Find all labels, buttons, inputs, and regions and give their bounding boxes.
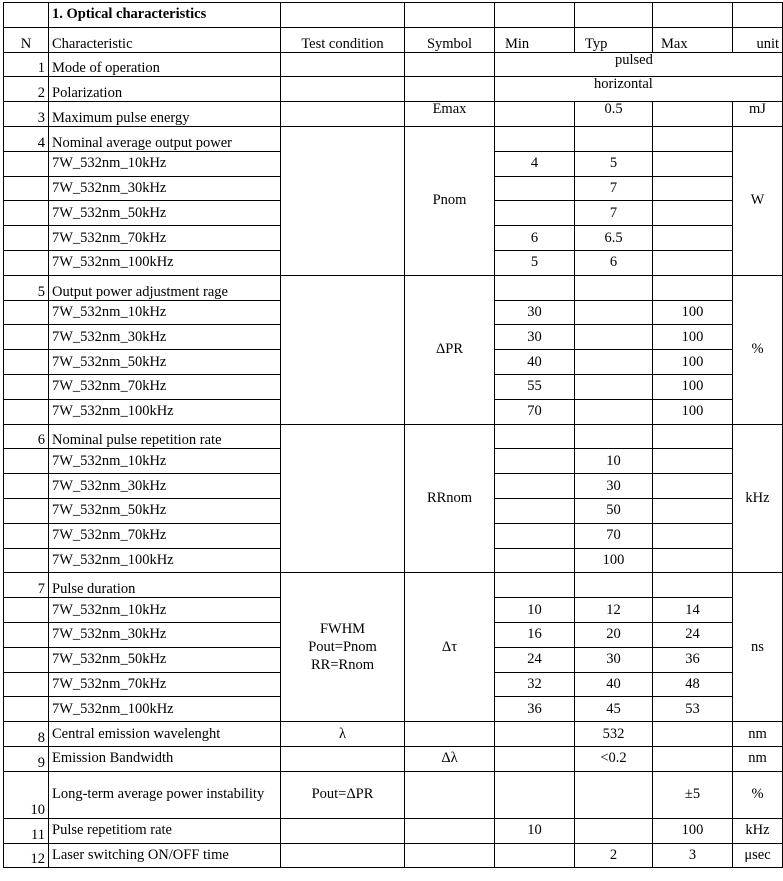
row-number: 6 bbox=[4, 424, 49, 449]
model-name: 7W_532nm_50kHz bbox=[49, 647, 281, 672]
min-cell: 30 bbox=[495, 325, 575, 350]
empty-cell bbox=[575, 126, 653, 151]
empty-cell bbox=[281, 102, 405, 127]
model-name: 7W_532nm_10kHz bbox=[49, 598, 281, 623]
empty-cell bbox=[281, 126, 405, 275]
typ-cell: <0.2 bbox=[575, 746, 653, 771]
model-name: 7W_532nm_10kHz bbox=[49, 300, 281, 325]
unit-cell: ns bbox=[733, 573, 783, 722]
min-cell: 24 bbox=[495, 647, 575, 672]
row-number: 12 bbox=[4, 843, 49, 868]
max-cell bbox=[653, 151, 733, 176]
empty-cell bbox=[575, 424, 653, 449]
max-cell bbox=[653, 548, 733, 573]
max-cell: 100 bbox=[653, 399, 733, 424]
row-number: 10 bbox=[4, 771, 49, 818]
max-cell: 53 bbox=[653, 697, 733, 722]
row-number: 4 bbox=[4, 126, 49, 151]
characteristic-name: Central emission wavelenght bbox=[49, 722, 281, 747]
min-cell: 36 bbox=[495, 697, 575, 722]
empty-cell bbox=[575, 275, 653, 300]
empty-cell bbox=[653, 275, 733, 300]
empty-cell bbox=[653, 102, 733, 127]
unit-cell: μsec bbox=[733, 843, 783, 868]
empty-cell bbox=[653, 3, 733, 28]
empty-cell bbox=[405, 722, 495, 747]
optical-characteristics-table bbox=[3, 2, 783, 868]
min-cell: 16 bbox=[495, 622, 575, 647]
symbol-cell: RRnom bbox=[405, 424, 495, 573]
min-cell bbox=[495, 548, 575, 573]
empty-cell bbox=[281, 3, 405, 28]
empty-cell bbox=[495, 424, 575, 449]
min-cell: 10 bbox=[495, 818, 575, 843]
empty-cell bbox=[281, 746, 405, 771]
empty-cell bbox=[281, 275, 405, 424]
max-cell: 3 bbox=[653, 843, 733, 868]
table-row bbox=[4, 722, 783, 747]
empty-cell bbox=[653, 722, 733, 747]
characteristic-name: Nominal pulse repetition rate bbox=[49, 424, 281, 449]
min-cell: 55 bbox=[495, 374, 575, 399]
model-name: 7W_532nm_50kHz bbox=[49, 201, 281, 226]
empty-cell bbox=[653, 126, 733, 151]
header-characteristic: Characteristic bbox=[49, 27, 281, 52]
max-cell bbox=[653, 176, 733, 201]
symbol-cell: ΔPR bbox=[405, 275, 495, 424]
row-number: 5 bbox=[4, 275, 49, 300]
typ-cell: 6 bbox=[575, 250, 653, 275]
test-condition-cell bbox=[281, 573, 405, 722]
typ-cell: 2 bbox=[575, 843, 653, 868]
symbol-cell: Emax bbox=[405, 102, 495, 127]
empty-cell bbox=[4, 201, 49, 226]
model-name: 7W_532nm_70kHz bbox=[49, 374, 281, 399]
max-cell: 48 bbox=[653, 672, 733, 697]
empty-cell bbox=[495, 746, 575, 771]
empty-cell bbox=[4, 474, 49, 499]
empty-cell bbox=[405, 77, 495, 102]
header-typ: Typ bbox=[575, 27, 653, 52]
row-number: 9 bbox=[4, 746, 49, 771]
empty-cell bbox=[4, 697, 49, 722]
empty-cell bbox=[575, 818, 653, 843]
table-row bbox=[4, 52, 783, 77]
typ-cell: 0.5 bbox=[575, 102, 653, 127]
min-cell: 4 bbox=[495, 151, 575, 176]
typ-cell: 45 bbox=[575, 697, 653, 722]
characteristic-name: Nominal average output power bbox=[49, 126, 281, 151]
min-cell: 40 bbox=[495, 350, 575, 375]
empty-cell bbox=[4, 350, 49, 375]
header-n: N bbox=[4, 27, 49, 52]
max-cell: ±5 bbox=[653, 771, 733, 818]
empty-cell bbox=[4, 374, 49, 399]
unit-cell: kHz bbox=[733, 424, 783, 573]
characteristic-name: Polarization bbox=[49, 77, 281, 102]
empty-cell bbox=[281, 843, 405, 868]
condition-line: RR=Rnom bbox=[311, 657, 374, 674]
empty-cell bbox=[495, 771, 575, 818]
empty-cell bbox=[405, 818, 495, 843]
table-row bbox=[4, 771, 783, 818]
unit-cell: % bbox=[733, 771, 783, 818]
empty-cell bbox=[495, 275, 575, 300]
unit-cell: mJ bbox=[733, 102, 783, 127]
empty-cell bbox=[281, 424, 405, 573]
empty-cell bbox=[405, 52, 495, 77]
empty-cell bbox=[4, 598, 49, 623]
model-name: 7W_532nm_50kHz bbox=[49, 498, 281, 523]
empty-cell bbox=[4, 300, 49, 325]
table-row bbox=[4, 573, 783, 598]
empty-cell bbox=[495, 843, 575, 868]
empty-cell bbox=[4, 226, 49, 251]
title-row bbox=[4, 3, 783, 28]
min-cell bbox=[495, 523, 575, 548]
min-cell bbox=[495, 449, 575, 474]
empty-cell bbox=[495, 3, 575, 28]
max-cell: 100 bbox=[653, 325, 733, 350]
table-row bbox=[4, 102, 783, 127]
model-name: 7W_532nm_70kHz bbox=[49, 672, 281, 697]
model-name: 7W_532nm_70kHz bbox=[49, 226, 281, 251]
empty-cell bbox=[4, 622, 49, 647]
mode-value: pulsed bbox=[495, 52, 783, 77]
section-title: 1. Optical characteristics bbox=[49, 3, 281, 28]
header-unit: unit bbox=[733, 27, 783, 52]
typ-cell: 100 bbox=[575, 548, 653, 573]
min-cell: 30 bbox=[495, 300, 575, 325]
max-cell: 36 bbox=[653, 647, 733, 672]
typ-cell: 30 bbox=[575, 474, 653, 499]
table-row bbox=[4, 843, 783, 868]
model-name: 7W_532nm_100kHz bbox=[49, 250, 281, 275]
min-cell: 32 bbox=[495, 672, 575, 697]
empty-cell bbox=[405, 843, 495, 868]
header-min: Min bbox=[495, 27, 575, 52]
characteristic-name: Emission Bandwidth bbox=[49, 746, 281, 771]
max-cell: 24 bbox=[653, 622, 733, 647]
empty-cell bbox=[653, 746, 733, 771]
test-condition-cell: Pout=ΔPR bbox=[281, 771, 405, 818]
polarization-value: horizontal bbox=[495, 77, 783, 102]
symbol-cell: Δτ bbox=[405, 573, 495, 722]
model-name: 7W_532nm_100kHz bbox=[49, 697, 281, 722]
row-number: 1 bbox=[4, 52, 49, 77]
empty-cell bbox=[281, 52, 405, 77]
min-cell bbox=[495, 498, 575, 523]
empty-cell bbox=[281, 77, 405, 102]
min-cell: 70 bbox=[495, 399, 575, 424]
empty-cell bbox=[733, 3, 783, 28]
empty-cell bbox=[495, 722, 575, 747]
typ-cell: 12 bbox=[575, 598, 653, 623]
min-cell: 10 bbox=[495, 598, 575, 623]
max-cell: 100 bbox=[653, 374, 733, 399]
empty-cell bbox=[495, 573, 575, 598]
condition-line: FWHM bbox=[319, 621, 366, 638]
max-cell bbox=[653, 250, 733, 275]
min-cell bbox=[495, 474, 575, 499]
model-name: 7W_532nm_10kHz bbox=[49, 449, 281, 474]
max-cell bbox=[653, 498, 733, 523]
characteristic-name: Pulse duration bbox=[49, 573, 281, 598]
empty-cell bbox=[653, 573, 733, 598]
empty-cell bbox=[4, 498, 49, 523]
max-cell: 100 bbox=[653, 300, 733, 325]
empty-cell bbox=[4, 523, 49, 548]
typ-cell: 20 bbox=[575, 622, 653, 647]
max-cell: 14 bbox=[653, 598, 733, 623]
test-condition-cell: λ bbox=[281, 722, 405, 747]
typ-cell bbox=[575, 350, 653, 375]
unit-cell: % bbox=[733, 275, 783, 424]
max-cell: 100 bbox=[653, 350, 733, 375]
empty-cell bbox=[495, 126, 575, 151]
model-name: 7W_532nm_30kHz bbox=[49, 176, 281, 201]
symbol-cell: Δλ bbox=[405, 746, 495, 771]
model-name: 7W_532nm_30kHz bbox=[49, 622, 281, 647]
min-cell bbox=[495, 176, 575, 201]
min-cell: 5 bbox=[495, 250, 575, 275]
min-cell: 6 bbox=[495, 226, 575, 251]
row-number: 7 bbox=[4, 573, 49, 598]
empty-cell bbox=[405, 3, 495, 28]
empty-cell bbox=[4, 399, 49, 424]
empty-cell bbox=[4, 325, 49, 350]
empty-cell bbox=[575, 573, 653, 598]
characteristic-name: Long-term average power instability bbox=[49, 771, 281, 818]
typ-cell bbox=[575, 300, 653, 325]
unit-cell: nm bbox=[733, 722, 783, 747]
table-row bbox=[4, 275, 783, 300]
empty-cell bbox=[4, 3, 49, 28]
typ-cell: 10 bbox=[575, 449, 653, 474]
unit-cell: kHz bbox=[733, 818, 783, 843]
characteristic-name: Laser switching ON/OFF time bbox=[49, 843, 281, 868]
typ-cell: 50 bbox=[575, 498, 653, 523]
typ-cell: 532 bbox=[575, 722, 653, 747]
max-cell bbox=[653, 474, 733, 499]
min-cell bbox=[495, 201, 575, 226]
unit-cell: nm bbox=[733, 746, 783, 771]
empty-cell bbox=[495, 102, 575, 127]
header-symbol: Symbol bbox=[405, 27, 495, 52]
typ-cell: 7 bbox=[575, 176, 653, 201]
typ-cell: 7 bbox=[575, 201, 653, 226]
characteristic-name: Pulse repetitiom rate bbox=[49, 818, 281, 843]
typ-cell: 30 bbox=[575, 647, 653, 672]
row-number: 3 bbox=[4, 102, 49, 127]
characteristic-name: Output power adjustment rage bbox=[49, 275, 281, 300]
typ-cell bbox=[575, 374, 653, 399]
max-cell bbox=[653, 201, 733, 226]
max-cell bbox=[653, 449, 733, 474]
header-max: Max bbox=[653, 27, 733, 52]
table-row bbox=[4, 818, 783, 843]
model-name: 7W_532nm_30kHz bbox=[49, 474, 281, 499]
model-name: 7W_532nm_70kHz bbox=[49, 523, 281, 548]
unit-cell: W bbox=[733, 126, 783, 275]
row-number: 2 bbox=[4, 77, 49, 102]
symbol-cell: Pnom bbox=[405, 126, 495, 275]
empty-cell bbox=[653, 424, 733, 449]
model-name: 7W_532nm_100kHz bbox=[49, 399, 281, 424]
empty-cell bbox=[575, 3, 653, 28]
empty-cell bbox=[4, 672, 49, 697]
empty-cell bbox=[4, 176, 49, 201]
model-name: 7W_532nm_100kHz bbox=[49, 548, 281, 573]
typ-cell: 5 bbox=[575, 151, 653, 176]
typ-cell: 6.5 bbox=[575, 226, 653, 251]
empty-cell bbox=[281, 818, 405, 843]
empty-cell bbox=[575, 771, 653, 818]
table-row bbox=[4, 77, 783, 102]
row-number: 8 bbox=[4, 722, 49, 747]
condition-line: Pout=Pnom bbox=[308, 639, 377, 656]
characteristic-name: Mode of operation bbox=[49, 52, 281, 77]
header-test-condition: Test condition bbox=[281, 27, 405, 52]
characteristic-name: Maximum pulse energy bbox=[49, 102, 281, 127]
empty-cell bbox=[4, 647, 49, 672]
row-number: 11 bbox=[4, 818, 49, 843]
max-cell bbox=[653, 226, 733, 251]
header-row bbox=[4, 27, 783, 52]
table-row bbox=[4, 424, 783, 449]
empty-cell bbox=[4, 548, 49, 573]
empty-cell bbox=[4, 151, 49, 176]
typ-cell bbox=[575, 399, 653, 424]
model-name: 7W_532nm_10kHz bbox=[49, 151, 281, 176]
empty-cell bbox=[4, 449, 49, 474]
empty-cell bbox=[405, 771, 495, 818]
typ-cell: 40 bbox=[575, 672, 653, 697]
table-row bbox=[4, 746, 783, 771]
empty-cell bbox=[4, 250, 49, 275]
typ-cell bbox=[575, 325, 653, 350]
typ-cell: 70 bbox=[575, 523, 653, 548]
max-cell: 100 bbox=[653, 818, 733, 843]
max-cell bbox=[653, 523, 733, 548]
model-name: 7W_532nm_30kHz bbox=[49, 325, 281, 350]
model-name: 7W_532nm_50kHz bbox=[49, 350, 281, 375]
table-row bbox=[4, 126, 783, 151]
